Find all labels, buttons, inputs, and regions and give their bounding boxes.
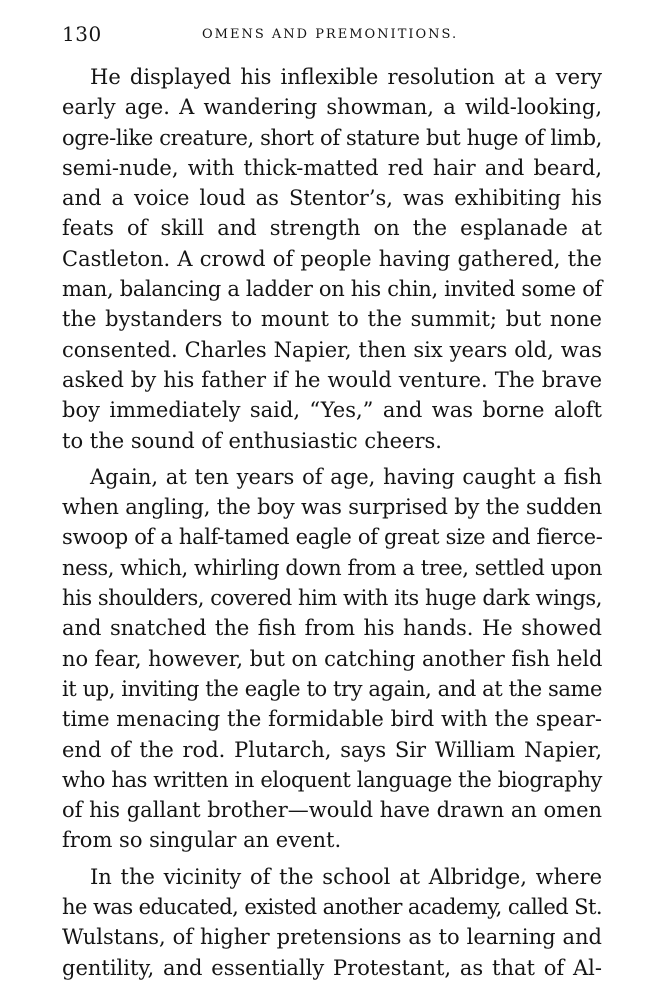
page-number: 130 [62,22,102,46]
text-line: feats of skill and strength on the esplanade at [62,216,602,241]
body-text [62,62,602,989]
text-line: man, balancing a ladder on his chin, invited some of [62,277,602,302]
text-line: swoop of a half-tamed eagle of great size and fierce- [62,525,603,550]
text-line: who has written in eloquent language the biography [62,767,602,792]
text-line: end of the rod. Plutarch, says Sir William Napier, [62,737,602,762]
text-line: it up, inviting the eagle to try again, and at the same [62,676,603,701]
text-line: asked by his father if he would venture. The brave [62,367,602,392]
text-line: from so singular an event. [62,828,342,853]
text-line: time menacing the formidable bird with the spear- [62,707,602,732]
text-line: boy immediately said, “Yes,” and was borne aloft [62,398,602,423]
text-line: he was educated, existed another academy, called St. [62,895,603,920]
text-line: ogre-like creature, short of stature but huge of limb, [62,125,602,150]
page-header [62,22,598,50]
paragraph-1 [62,62,602,456]
text-line: semi-nude, with thick-matted red hair and beard, [62,155,602,180]
text-line: when angling, the boy was surprised by the sudden [62,495,602,520]
text-line: to the sound of enthusiastic cheers. [62,428,442,453]
paragraph-2 [62,462,602,856]
text-line: and snatched the fish from his hands. He showed [62,616,602,641]
text-line: ness, which, whirling down from a tree, settled upon [62,555,602,580]
text-line: no fear, however, but on catching another fish held [62,646,603,671]
text-line: the bystanders to mount to the summit; but none [62,307,602,332]
text-line: In the vicinity of the school at Albridge, where [90,864,602,889]
text-line: of his gallant brother—would have drawn an omen [62,798,603,823]
text-line: early age. A wandering showman, a wild-looking, [62,95,602,120]
text-line: Castleton. A crowd of people having gathered, the [62,246,602,271]
text-line: He displayed his inflexible resolution at a very [90,65,602,89]
text-line: Again, at ten years of age, having caught a fish [90,464,602,489]
text-line: Wulstans, of higher pretensions as to learning and [62,925,602,950]
text-line: gentility, and essentially Protestant, as that of Al- [62,955,602,980]
text-line: consented. Charles Napier, then six years old, was [62,337,602,362]
text-line: his shoulders, covered him with its huge dark wings, [62,586,602,611]
paragraph-3 [62,862,602,983]
text-line: and a voice loud as Stentor’s, was exhibiting his [62,186,602,211]
running-head: OMENS AND PREMONITIONS. [202,27,459,42]
